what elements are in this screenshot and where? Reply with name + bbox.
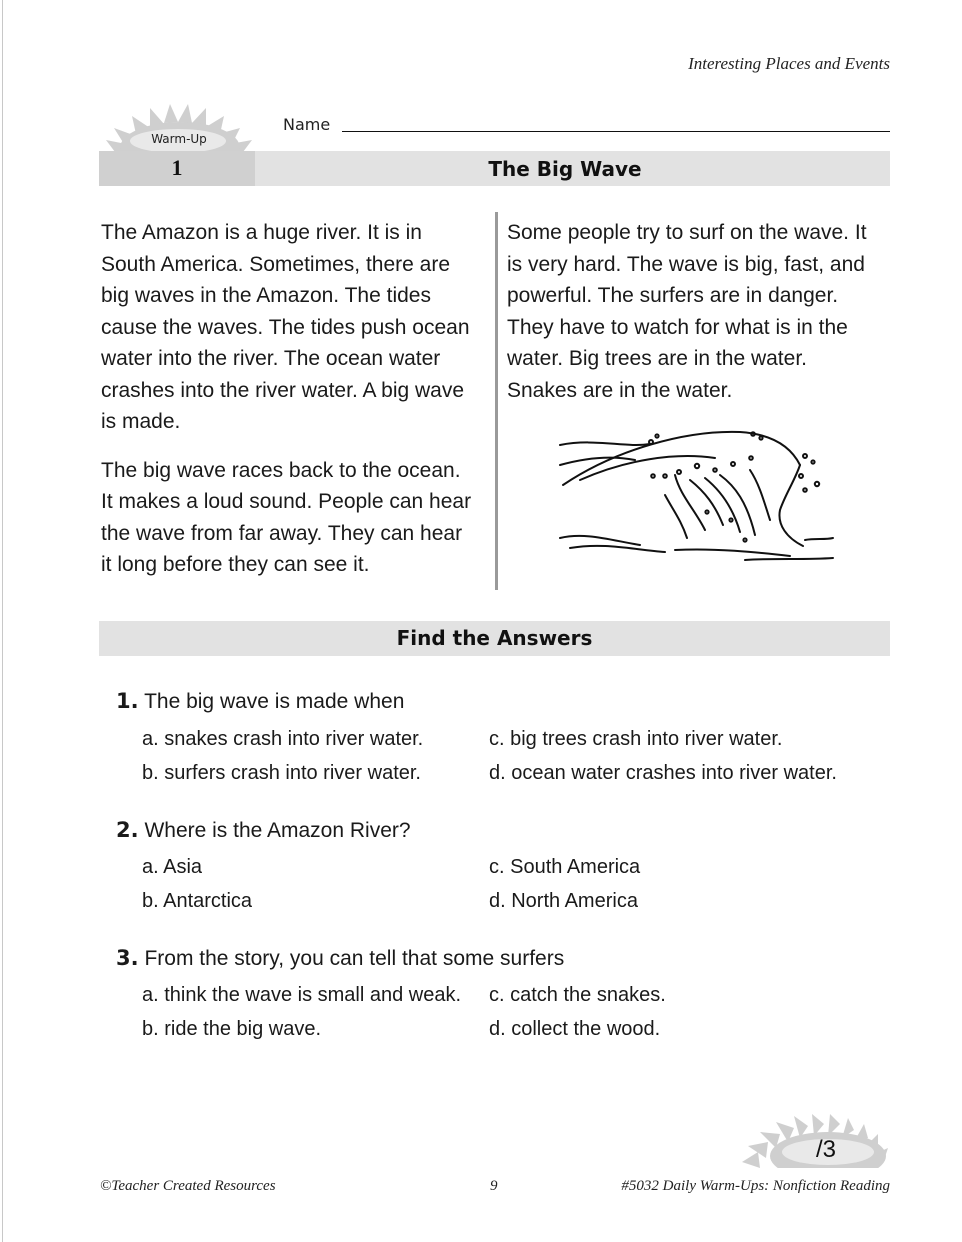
question-3	[116, 946, 564, 971]
story-line: It makes a loud sound. People can hear	[101, 490, 472, 513]
question-number: 2.	[116, 818, 139, 842]
answer-option-2b[interactable]: b. Antarctica	[142, 890, 253, 912]
story-right-column	[507, 217, 892, 406]
answer-option-3c[interactable]: c. catch the snakes.	[489, 984, 666, 1006]
warmup-badge-label: Warm-Up	[151, 132, 207, 146]
question-text: Where is the Amazon River?	[144, 819, 411, 842]
answer-option-2c[interactable]: c. South America	[489, 856, 641, 878]
question-1	[116, 689, 404, 714]
story-line: Snakes are in the water.	[507, 378, 733, 402]
story-line: crashes into the river water. A big wave	[101, 378, 465, 402]
page-edge-rule	[2, 0, 3, 1242]
answer-option-2a[interactable]: a. Asia	[142, 856, 203, 878]
story-line: Some people try to surf on the wave. It	[507, 221, 867, 244]
answer-option-1a[interactable]: a. snakes crash into river water.	[142, 728, 424, 750]
story-line: it long before they can see it.	[101, 553, 370, 576]
footer-page-number: 9	[490, 1178, 498, 1194]
answer-option-3d[interactable]: d. collect the wood.	[489, 1018, 661, 1040]
score-label: /3	[815, 1136, 836, 1163]
story-line: the wave from far away. They can hear	[101, 521, 463, 545]
story-line: They have to watch for what is in the	[507, 315, 848, 339]
story-paragraph-2	[101, 455, 493, 581]
answer-option-3b[interactable]: b. ride the big wave.	[142, 1018, 321, 1040]
question-2	[116, 818, 411, 843]
answer-option-1b[interactable]: b. surfers crash into river water.	[142, 762, 421, 784]
column-divider	[495, 212, 498, 590]
question-number: 1.	[116, 689, 139, 713]
answer-option-1c[interactable]: c. big trees crash into river water.	[489, 728, 783, 750]
running-header: Interesting Places and Events	[688, 54, 890, 73]
story-line: The Amazon is a huge river. It is in	[101, 221, 422, 244]
story-line: water into the river. The ocean water	[101, 347, 441, 370]
story-line: The big wave races back to the ocean.	[101, 458, 461, 482]
story-line: is made.	[101, 410, 181, 433]
story-line: powerful. The surfers are in danger.	[507, 284, 839, 307]
answer-option-2d[interactable]: d. North America	[489, 890, 638, 912]
sunburst-badge-icon	[100, 100, 260, 156]
story-line: is very hard. The wave is big, fast, and	[507, 252, 865, 276]
footer-book-title: #5032 Daily Warm-Ups: Nonfiction Reading	[621, 1178, 890, 1194]
question-text: From the story, you can tell that some surfers	[144, 947, 565, 970]
story-line: cause the waves. The tides push ocean	[101, 315, 470, 339]
question-number: 3.	[116, 946, 139, 970]
story-left-column	[101, 217, 493, 581]
footer-copyright: ©Teacher Created Resources	[100, 1178, 276, 1194]
story-line: South America. Sometimes, there are	[101, 252, 450, 276]
wave-illustration-icon	[555, 420, 835, 570]
story-line: water. Big trees are in the water.	[507, 347, 807, 370]
page-title: The Big Wave	[488, 157, 642, 181]
answer-option-3a[interactable]: a. think the wave is small and weak.	[142, 984, 462, 1006]
answer-option-1d[interactable]: d. ocean water crashes into river water.	[489, 762, 837, 784]
name-input-line[interactable]	[342, 131, 890, 132]
question-text: The big wave is made when	[144, 690, 405, 713]
name-label: Name	[283, 115, 331, 134]
story-paragraph-1	[101, 217, 493, 438]
story-paragraph-3	[507, 217, 892, 406]
warmup-number: 1	[171, 155, 183, 180]
story-line: big waves in the Amazon. The tides	[101, 284, 431, 307]
answers-section-title: Find the Answers	[396, 626, 593, 650]
